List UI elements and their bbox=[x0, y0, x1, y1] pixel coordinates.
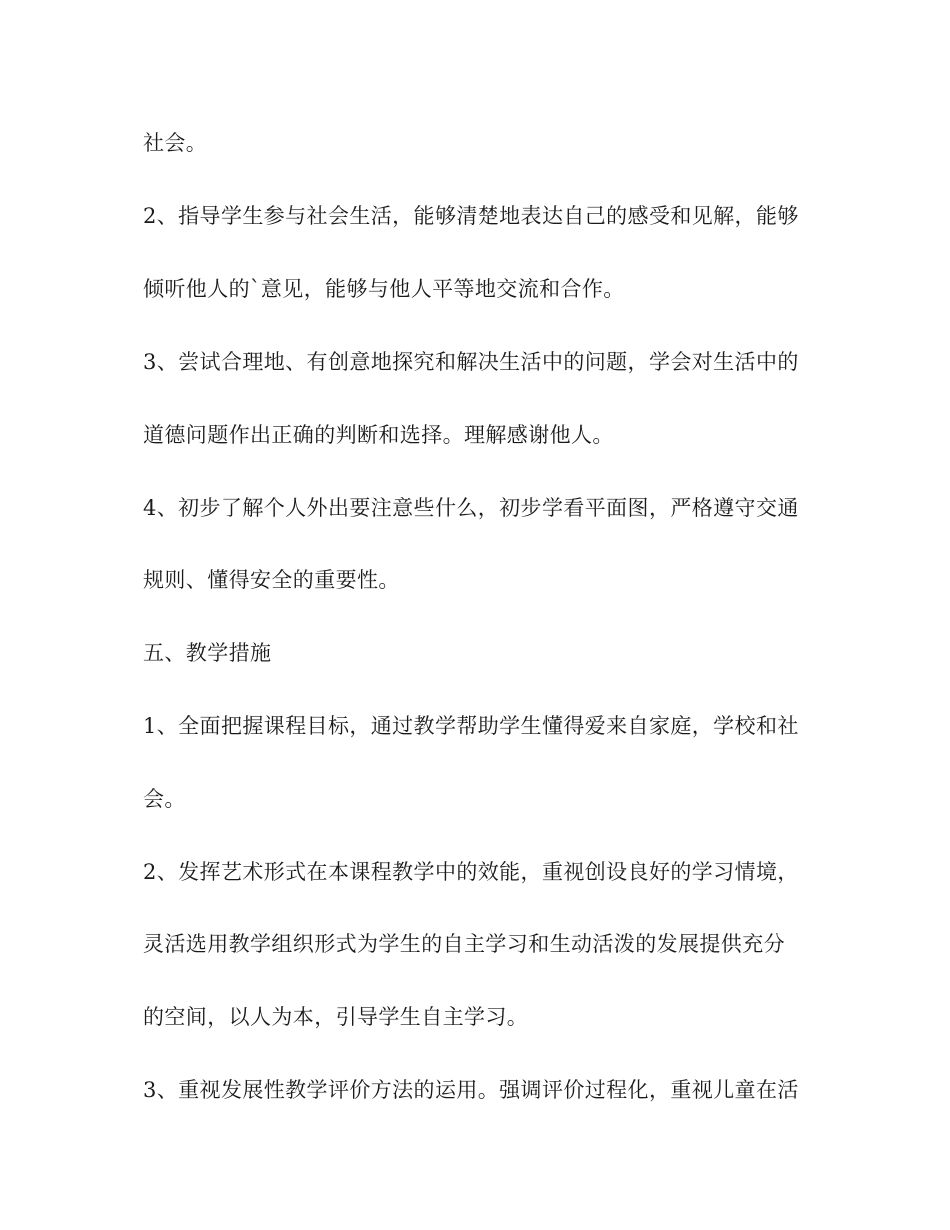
text-line: 2、指导学生参与社会生活，能够清楚地表达自己的感受和见解，能够 bbox=[143, 204, 799, 228]
text-line: 3、重视发展性教学评价方法的运用。强调评价过程化，重视儿童在活 bbox=[143, 1078, 799, 1102]
text-line: 1、全面把握课程目标，通过教学帮助学生懂得爱来自家庭，学校和社 bbox=[143, 714, 799, 738]
text-line: 灵活选用教学组织形式为学生的自主学习和生动活泼的发展提供充分 bbox=[143, 932, 785, 956]
text-line: 道德问题作出正确的判断和选择。理解感谢他人。 bbox=[143, 423, 614, 447]
text-line: 的空间，以人为本，引导学生自主学习。 bbox=[143, 1005, 529, 1029]
text-line: 规则、懂得安全的重要性。 bbox=[143, 568, 400, 592]
text-line: 会。 bbox=[143, 787, 186, 811]
text-line: 倾听他人的`意见，能够与他人平等地交流和合作。 bbox=[143, 277, 625, 301]
text-line: 社会。 bbox=[143, 131, 208, 155]
section-heading: 五、教学措施 bbox=[143, 641, 272, 665]
text-line: 2、发挥艺术形式在本课程教学中的效能，重视创设良好的学习情境， bbox=[143, 860, 799, 884]
text-line: 3、尝试合理地、有创意地探究和解决生活中的问题，学会对生活中的 bbox=[143, 350, 799, 374]
text-line: 4、初步了解个人外出要注意些什么，初步学看平面图，严格遵守交通 bbox=[143, 496, 799, 520]
